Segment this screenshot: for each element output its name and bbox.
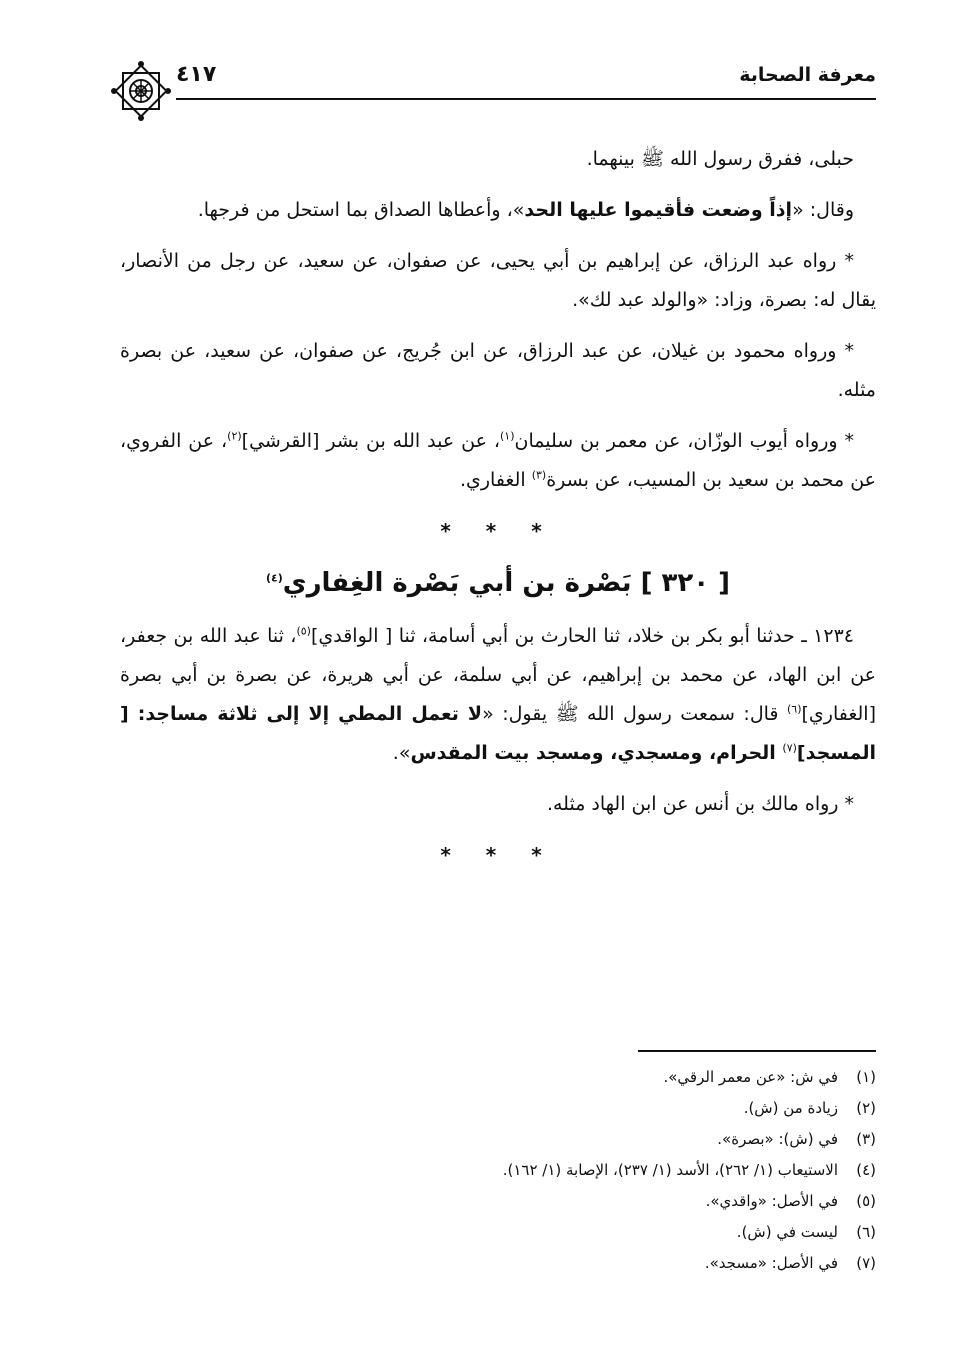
footnote-ref: (٧) (782, 741, 797, 755)
main-text (120, 140, 876, 885)
text-run: ». (392, 742, 411, 764)
paragraph (120, 191, 876, 230)
paragraph: * ورواه محمود بن غيلان، عن عبد الرزاق، عن ابن جُريج، عن صفوان، عن سعيد، عن بصرة مثله. (120, 340, 876, 401)
footnote (356, 1093, 876, 1124)
footnote-ref: (٣) (531, 468, 547, 482)
paragraph (120, 422, 876, 500)
footnote-ref: (٦) (786, 702, 802, 716)
text-run: قال: سمعت رسول الله ﷺ يقول: « (482, 703, 787, 725)
page-header (110, 58, 876, 108)
hadith-quote: الحرام، ومسجدي، ومسجد بيت المقدس (410, 742, 783, 764)
text-run: »، وأعطاها الصداق بما استحل من فرجها. (197, 199, 525, 221)
footnote-text: الاستيعاب (١/ ٢٦٢)، الأسد (١/ ٢٣٧)، الإصابة (١/ ١٦٢). (502, 1161, 838, 1179)
text-run: ١٢٣٤ ـ حدثنا أبو بكر بن خلاد، ثنا الحارث بن أبي أسامة، ثنا [ الواقدي] (310, 625, 854, 647)
footnote (356, 1062, 876, 1093)
text-run: ، ثنا عبد الله بن جعفر، عن ابن الهاد، عن محمد بن إبراهيم، عن أبي سلمة، عن أبي هريرة، عن بصرة بن أبي بصرة [الغفاري] (120, 625, 876, 725)
footnote (356, 1124, 876, 1155)
footnote-number: (١) (856, 1068, 876, 1086)
text-run: * ورواه أيوب الوزّان، عن معمر بن سليمان (514, 430, 854, 452)
header-rule (176, 98, 876, 100)
footnote-ref: (٤) (265, 571, 283, 585)
footnote-text: في الأصل: «مسجد». (704, 1254, 838, 1272)
footnote (356, 1217, 876, 1248)
text-run: الغفاري. (459, 469, 532, 491)
heading-text: [ ٣٢٠ ] بَصْرة بن أبي بَصْرة الغِفاري (282, 568, 731, 598)
footnote-number: (٤) (856, 1161, 876, 1179)
footnote (356, 1186, 876, 1217)
footnote-text: في ش: «عن معمر الرقي». (663, 1068, 838, 1086)
section-heading (120, 561, 876, 605)
footnote-ref: (١) (499, 429, 515, 443)
footnote-text: زيادة من (ش). (743, 1099, 838, 1117)
footnote-text: في الأصل: «واقدي». (705, 1192, 838, 1210)
footnote-number: (٢) (856, 1099, 876, 1117)
footnote-text: في (ش): «بصرة». (717, 1130, 838, 1148)
paragraph: * رواه مالك بن أنس عن ابن الهاد مثله. (546, 793, 854, 815)
paragraph (120, 617, 876, 773)
footnote-text: ليست في (ش). (736, 1223, 838, 1241)
footnote-number: (٦) (856, 1223, 876, 1241)
page-number: ٤١٧ (176, 62, 217, 87)
footnote-ref: (٥) (296, 624, 311, 638)
footnote-rule (638, 1050, 876, 1052)
footnotes (356, 1062, 876, 1279)
footnote-number: (٥) (856, 1192, 876, 1210)
text-run: ، عن عبد الله بن بشر [القرشي] (241, 430, 500, 452)
footnote-number: (٧) (856, 1254, 876, 1272)
paragraph: * رواه عبد الرزاق، عن إبراهيم بن أبي يحيى، عن صفوان، عن سعيد، عن رجل من الأنصار، يقال له: بصرة، وزاد: «والولد عبد لك». (120, 250, 876, 311)
section-separator: * * * (440, 519, 556, 543)
footnote-number: (٣) (856, 1130, 876, 1148)
footnote (356, 1155, 876, 1186)
section-separator: * * * (440, 843, 556, 867)
text-run: وقال: « (792, 199, 854, 221)
ornament-icon (110, 60, 172, 122)
hadith-quote: إذاً وضعت فأقيموا عليها الحد (524, 199, 793, 221)
footnote (356, 1248, 876, 1279)
hadith-quote: لا تعمل المطي إلا إلى ثلاثة مساجد: [ المسجد] (120, 703, 876, 764)
footnote-ref: (٢) (227, 429, 242, 443)
paragraph: حبلى، ففرق رسول الله ﷺ بينهما. (586, 148, 854, 170)
running-title: معرفة الصحابة (739, 64, 876, 86)
text-run: ، عن الفروي، عن محمد بن سعيد بن المسيب، عن بسرة (120, 430, 876, 491)
